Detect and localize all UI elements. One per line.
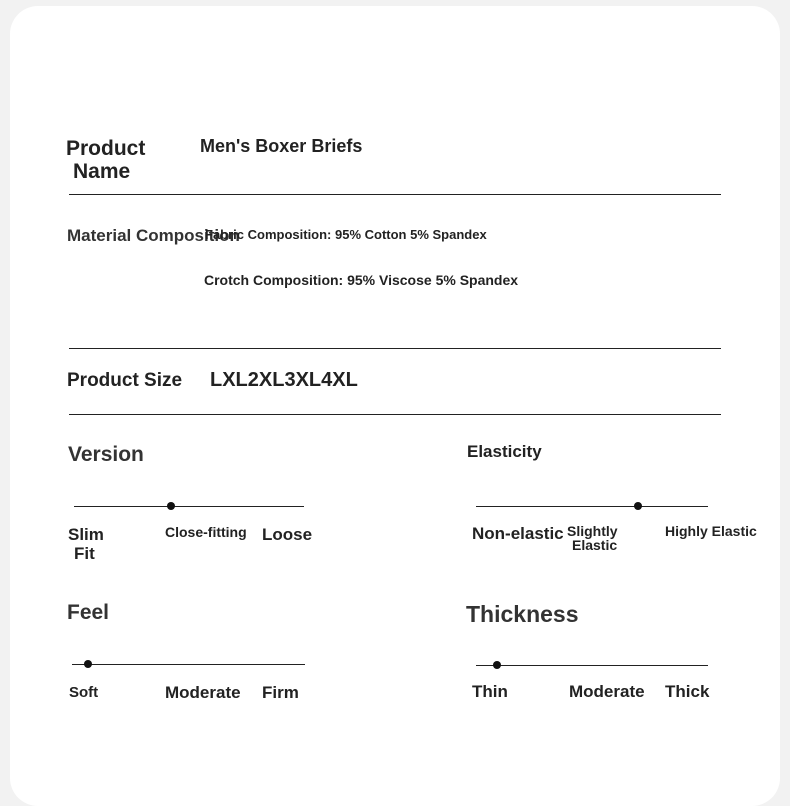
version-marker <box>167 502 175 510</box>
elasticity-label: Elasticity <box>467 442 542 461</box>
elasticity-option-slightly-line1: Slightly <box>567 523 618 539</box>
feel-option-moderate: Moderate <box>165 683 241 702</box>
thickness-option-thin: Thin <box>472 682 508 701</box>
version-option-slim-line1: Slim <box>68 525 104 544</box>
elasticity-option-slightly-line2: Elastic <box>572 537 618 553</box>
fabric-composition: Fabric Composition: 95% Cotton 5% Spandex <box>205 227 487 242</box>
feel-track <box>72 664 305 665</box>
feel-option-firm: Firm <box>262 683 299 702</box>
elasticity-option-highly-elastic: Highly Elastic <box>665 523 757 539</box>
feel-option-soft: Soft <box>69 684 99 701</box>
version-label: Version <box>68 443 144 466</box>
thickness-marker <box>493 661 501 669</box>
product-name-value: Men's Boxer Briefs <box>200 136 363 156</box>
product-size-values: LXL2XL3XL4XL <box>210 369 358 391</box>
divider-2 <box>69 348 721 349</box>
crotch-composition: Crotch Composition: 95% Viscose 5% Spandex <box>204 272 519 288</box>
thickness-label: Thickness <box>466 601 579 627</box>
thickness-option-thick: Thick <box>665 682 710 701</box>
version-option-slim-line2: Fit <box>74 544 95 563</box>
product-name-label-line2: Name <box>73 160 131 183</box>
material-label: Material Composition <box>67 226 240 245</box>
thickness-track <box>476 665 708 666</box>
version-track <box>74 506 304 507</box>
version-option-loose: Loose <box>262 525 313 544</box>
elasticity-option-non-elastic: Non-elastic <box>472 524 564 543</box>
version-option-close-fitting: Close-fitting <box>165 524 247 540</box>
product-name-label-line1: Product <box>66 137 146 160</box>
divider-1 <box>69 194 721 195</box>
product-size-label: Product Size <box>67 370 183 391</box>
feel-label: Feel <box>67 601 110 624</box>
thickness-option-moderate: Moderate <box>569 682 645 701</box>
elasticity-track <box>476 506 708 507</box>
divider-3 <box>69 414 721 415</box>
